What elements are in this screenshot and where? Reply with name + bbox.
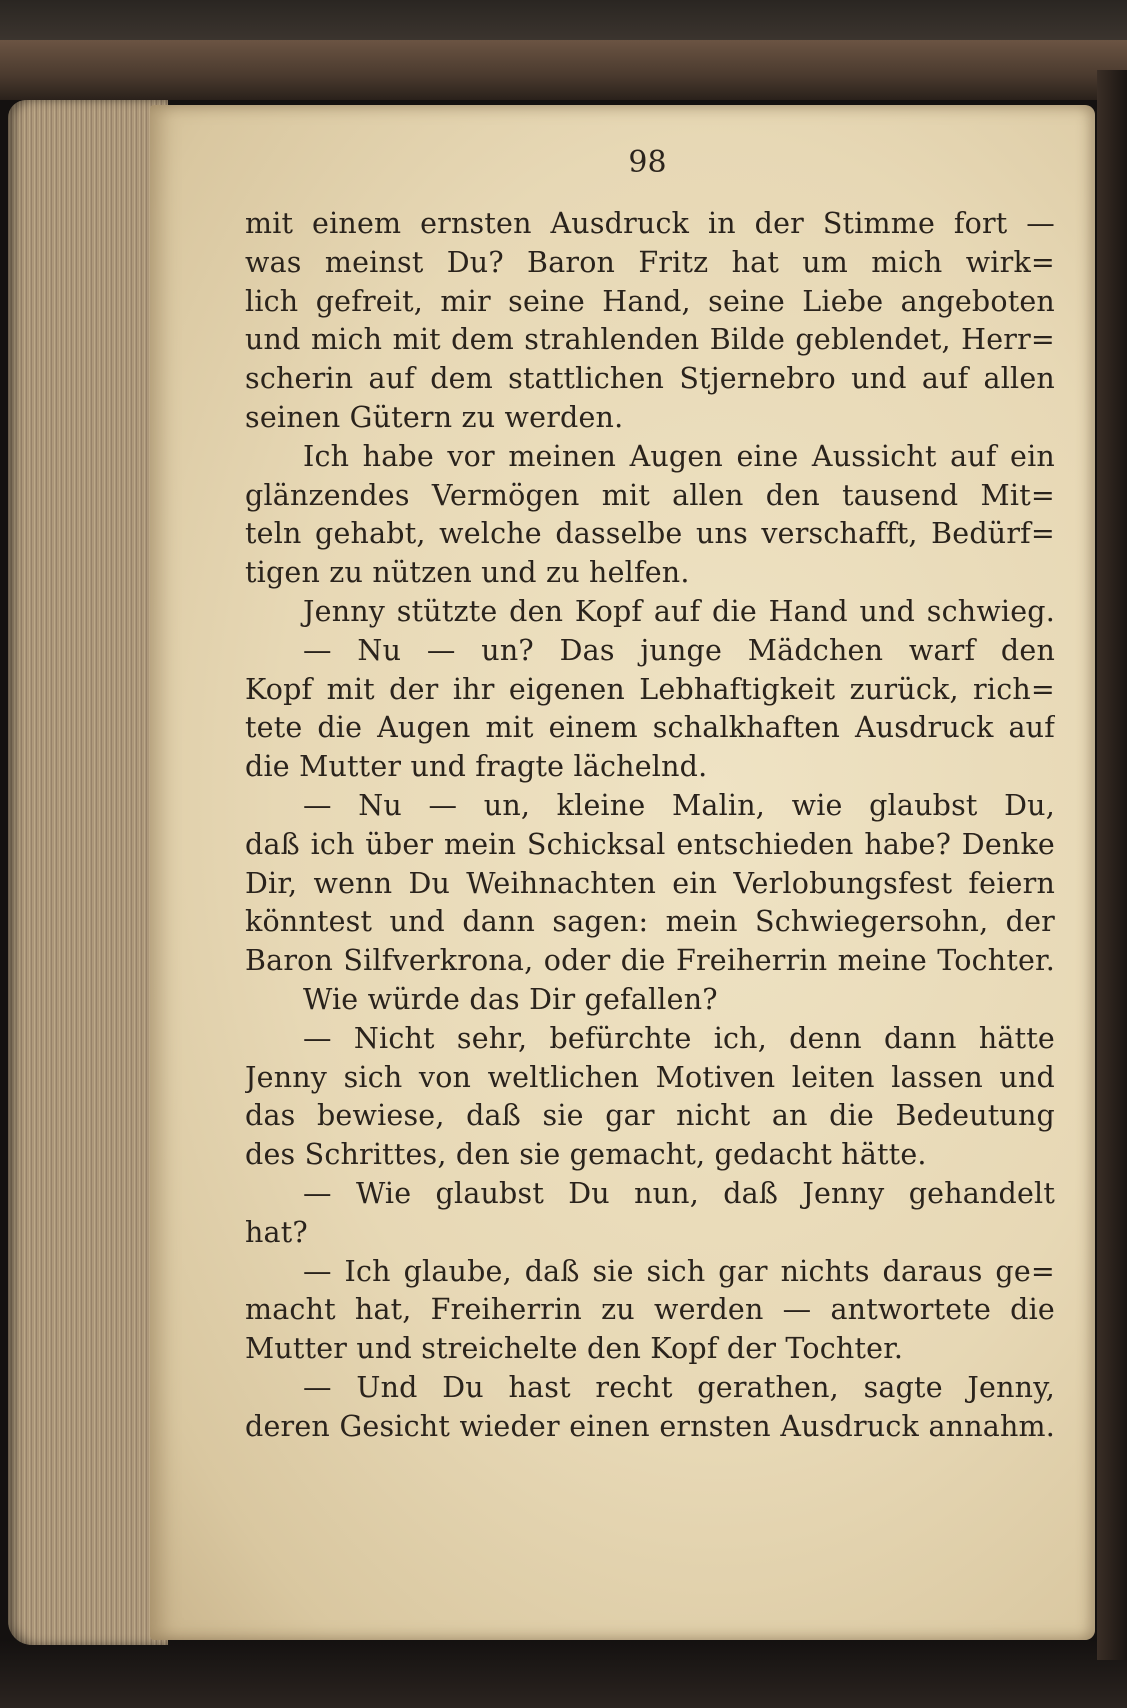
- text-line: — Ich glaube, daß sie sich gar nichts daraus ge=: [303, 1254, 1055, 1288]
- text-line: tete die Augen mit einem schalkhaften Ausdruck auf: [245, 711, 1055, 745]
- text-line: Dir, wenn Du Weihnachten ein Verlobungsfest feiern: [245, 866, 1055, 900]
- text-line: Baron Silfverkrona, oder die Freiherrin meine Tochter.: [245, 944, 1055, 978]
- text-line: Ich habe vor meinen Augen eine Aussicht auf ein: [303, 439, 1055, 473]
- text-line: tigen zu nützen und zu helfen.: [245, 556, 690, 590]
- page-edges: [8, 100, 168, 1645]
- book-cover-top: [0, 40, 1127, 100]
- text-line: hat?: [245, 1215, 308, 1249]
- text-line: — Nicht sehr, befürchte ich, denn dann hätte: [303, 1021, 1055, 1055]
- text-line: teln gehabt, welche dasselbe uns verschafft, Bedürf=: [245, 517, 1055, 551]
- text-line: macht hat, Freiherrin zu werden — antwortete die: [245, 1293, 1055, 1327]
- text-line: glänzendes Vermögen mit allen den tausend Mit=: [245, 478, 1055, 512]
- text-line: das bewiese, daß sie gar nicht an die Bedeutung: [245, 1099, 1055, 1133]
- text-line: lich gefreit, mir seine Hand, seine Liebe angeboten: [245, 284, 1055, 318]
- text-line: des Schrittes, den sie gemacht, gedacht hätte.: [245, 1138, 927, 1172]
- page-text: [245, 205, 1055, 1447]
- text-line: scherin auf dem stattlichen Stjernebro und auf allen: [245, 362, 1055, 396]
- text-line: — Nu — un, kleine Malin, wie glaubst Du,: [303, 788, 1055, 822]
- text-line: Mutter und streichelte den Kopf der Tochter.: [245, 1332, 904, 1366]
- text-line: und mich mit dem strahlenden Bilde geblendet, Herr=: [245, 323, 1055, 357]
- book-page: [150, 105, 1095, 1640]
- text-line: Kopf mit der ihr eigenen Lebhaftigkeit zurück, rich=: [245, 672, 1055, 706]
- text-line: — Und Du hast recht gerathen, sagte Jenny,: [303, 1370, 1055, 1404]
- text-line: könntest und dann sagen: mein Schwiegersohn, der: [245, 905, 1055, 939]
- text-line: — Wie glaubst Du nun, daß Jenny gehandelt: [303, 1176, 1055, 1210]
- book-cover-right: [1097, 70, 1127, 1660]
- text-line: seinen Gütern zu werden.: [245, 400, 624, 434]
- page-number: 98: [628, 145, 667, 180]
- text-line: mit einem ernsten Ausdruck in der Stimme fort —: [245, 207, 1055, 240]
- text-line: daß ich über mein Schicksal entschieden habe? Denke: [245, 827, 1055, 861]
- text-line: was meinst Du? Baron Fritz hat um mich wirk=: [245, 245, 1055, 279]
- text-line: deren Gesicht wieder einen ernsten Ausdruck annahm.: [245, 1409, 1055, 1443]
- text-line: Jenny stützte den Kopf auf die Hand und schwieg.: [303, 594, 1055, 628]
- text-line: die Mutter und fragte lächelnd.: [245, 750, 708, 784]
- text-line: — Nu — un? Das junge Mädchen warf den: [303, 633, 1055, 667]
- text-line: Jenny sich von weltlichen Motiven leiten lassen und: [245, 1060, 1055, 1094]
- text-line: Wie würde das Dir gefallen?: [303, 982, 718, 1016]
